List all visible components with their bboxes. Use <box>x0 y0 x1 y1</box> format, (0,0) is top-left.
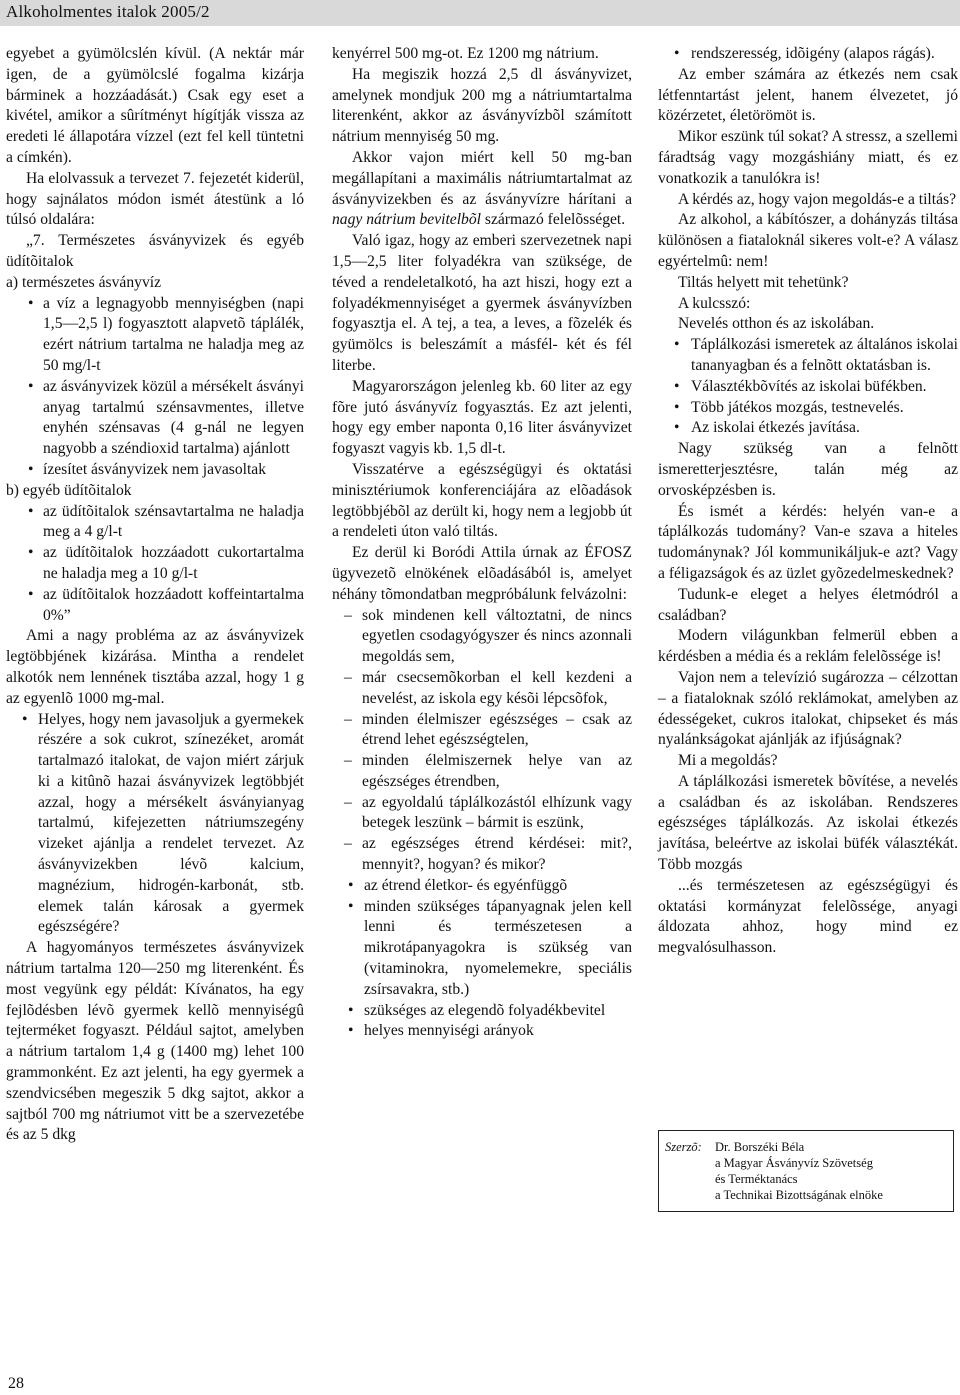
paragraph: És ismét a kérdés: helyén van-e a táplálkozás tudomány? Van-e szava a hiteles tudománynak? Jól kommunikáljuk-e azt? Vagy a féligazságok és az üzlet gyõzedelmeskednek? <box>658 502 958 582</box>
paragraph: Tiltás helyett mit tehetünk? <box>678 273 849 291</box>
list-item: • az üdítõitalok hozzáadott cukortartalma ne haladja meg a 10 g/l-t <box>6 543 304 585</box>
list-item: • helyes mennyiségi arányok <box>332 1021 632 1042</box>
paragraph: Modern világunkban felmerül ebben a kérdésben a média és a reklám felelõssége is! <box>658 627 958 666</box>
list-item: • Több játékos mozgás, testnevelés. <box>658 398 958 419</box>
bullet-list <box>6 710 304 939</box>
author-affiliation: és Terméktanács <box>715 1172 798 1186</box>
paragraph: Akkor vajon miért kell 50 mg-ban megállapítani a maximális nátriumtartalmat az ásványvizekben és az ásványvízre hárítani a nagy nátrium bevitelbõl származó felelõsséget. <box>332 148 632 229</box>
paragraph: Mikor eszünk túl sokat? A stressz, a szellemi fáradtság vagy mozgáshiány miatt, és ez vonatkozik a tanulókra is! <box>658 128 958 187</box>
list-item: • az üdítõitalok hozzáadott koffeintartalma 0%” <box>6 585 304 627</box>
paragraph: Magyarországon jelenleg kb. 60 liter az egy fõre jutó ásványvíz fogyasztás. Ez azt jelenti, hogy egy ember naponta 0,16 liter ásványvizet fogyaszt vagyis kb. 1,5 dl-t. <box>332 377 632 458</box>
paragraph: Mi a megoldás? <box>678 752 778 770</box>
column-3 <box>658 44 958 959</box>
author-details <box>715 1139 883 1203</box>
list-item: – már csecsemõkorban el kell kezdeni a nevelést, az iskola egy késõi lépcsõfok, <box>332 668 632 710</box>
column-1 <box>6 44 304 1146</box>
bullet-list <box>332 876 632 1042</box>
paragraph: Visszatérve a egészségügyi és oktatási minisztériumok konferenciájára az elõadások legtöbbjébõl az derült ki, hogy nem a legjobb út a rendeleti úton való tiltás. <box>332 460 632 541</box>
journal-title: Alkoholmentes italok 2005/2 <box>6 2 210 21</box>
paragraph: Nevelés otthon és az iskolában. <box>678 315 875 333</box>
list-item: • az ásványvizek közül a mérsékelt ásványi anyag tartalmú szénsavmentes, illetve enyhén szénsavas (4 g-nál ne legyen nagyobb a széndioxid tartalma) ajánlott <box>6 377 304 460</box>
list-item: • Az iskolai étkezés javítása. <box>658 418 958 439</box>
paragraph: Ez derül ki Boródi Attila úrnak az ÉFOSZ ügyvezetõ elnökének elõadásából is, amelyet néhány tõmondatban megpróbálunk felvázolni: <box>332 544 632 603</box>
list-item: – az egészséges étrend kérdései: mit?, mennyit?, hogyan? és mikor? <box>332 834 632 876</box>
list-item: • az étrend életkor- és egyénfüggõ <box>332 876 632 897</box>
list-item: – minden élelmiszernek helye van az egészséges étrendben, <box>332 751 632 793</box>
paragraph: Nagy szükség van a felnõtt ismeretterjesztésre, talán még az orvosképzésben is. <box>658 440 958 499</box>
paragraph: Ami a nagy probléma az az ásványvizek legtöbbjének kizárása. Mintha a rendelet alkotók nem lennének tisztába azzal, hogy 1 g az egyenlõ 1000 mg-mal. <box>6 627 304 707</box>
list-item: • szükséges az elegendõ folyadékbevitel <box>332 1001 632 1022</box>
paragraph: Vajon nem a televízió sugározza – célzottan – a fiataloknak szóló reklámokat, amelyben az édességeket, cukros italokat, chipseket és más nyalánkságokat ajánlják az ifjúságnak? <box>658 668 958 749</box>
paragraph: Tudunk-e eleget a helyes életmódról a családban? <box>658 585 958 624</box>
quote-heading: „7. Természetes ásványvizek és egyéb üdítõitalok <box>6 232 304 270</box>
dash-list <box>332 606 632 876</box>
emphasis: nagy nátrium bevitelbõl <box>332 211 481 229</box>
list-item: • Választékbõvítés az iskolai büfékben. <box>658 377 958 398</box>
paragraph: ...és természetesen az egészségügyi és oktatási kormányzat felelõssége, anyagi áldozata ahhoz, hogy mind ez megvalósulhasson. <box>658 876 958 957</box>
paragraph: Ha elolvassuk a tervezet 7. fejezetét kiderül, hogy sajnálatos módon ismét átestünk a ló túlsó oldalára: <box>6 169 304 229</box>
paragraph: Ha megiszik hozzá 2,5 dl ásványvizet, amelynek mondjuk 200 mg a nátriumtartalma literenként, akkor az ásványvízbõl számított nátrium mennyiség 50 mg. <box>332 65 632 146</box>
list-item: • ízesítet ásványvizek nem javasoltak <box>6 460 304 481</box>
list-item: – sok mindenen kell változtatni, de nincs egyetlen csodagyógyszer és nincs azonnali megoldás sem, <box>332 606 632 668</box>
paragraph: kenyérrel 500 mg-ot. Ez 1200 mg nátrium. <box>332 45 599 62</box>
paragraph: A táplálkozási ismeretek bõvítése, a nevelés a családban és az iskolában. Rendszeres egészséges táplálkozás. Az iskolai étkezés javítása, beleértve az iskolai büfék választékát. Több mozgás <box>658 772 958 874</box>
paragraph: egyebet a gyümölcslén kívül. (A nektár már igen, de a gyümölcslé fogalma kizárja bárminek a hozzáadását.) Csak egy eset a kivétel, amikor a sûrítményt hígítják vissza az eredeti lé állapotára vízzel (ezt fel kell tüntetni a címkén). <box>6 45 304 166</box>
bullet-list <box>658 335 958 439</box>
column-2 <box>332 44 632 1042</box>
bullet-list <box>6 294 304 481</box>
bullet-list <box>6 502 304 627</box>
bullet-list <box>658 44 958 65</box>
author-name: Dr. Borszéki Béla <box>715 1140 805 1154</box>
page-header <box>0 0 960 26</box>
list-heading: a) természetes ásványvíz <box>6 273 161 291</box>
paragraph: Való igaz, hogy az emberi szervezetnek napi 1,5—2,5 liter folyadékra van szüksége, de téved a rendeletalkotó, ha azt hiszi, hogy ezt a folyadékmennyiséget a gyermek ásványvízben fogyasztja el. A tej, a tea, a leves, a fõzelék és gyümölcs is beleszámít a másfél- két és fél literbe. <box>332 232 632 374</box>
list-heading: b) egyéb üdítõitalok <box>6 481 132 499</box>
paragraph: Az ember számára az étkezés nem csak létfenntartást jelent, hanem élvezetet, jó közérzetet, életörömöt is. <box>658 65 958 125</box>
list-item: – minden élelmiszer egészséges – csak az étrend lehet egészségtelen, <box>332 710 632 752</box>
author-affiliation: a Technikai Bizottságának elnöke <box>715 1188 883 1202</box>
paragraph: Az alkohol, a kábítószer, a dohányzás tiltása különösen a fiataloknál sikeres volt-e? A válasz egyértelmû: nem! <box>658 211 958 270</box>
author-label: Szerzõ: <box>665 1140 702 1154</box>
list-item: • Táplálkozási ismeretek az általános iskolai tananyagban és a felnõtt oktatásban is. <box>658 335 958 377</box>
author-box <box>658 1130 954 1212</box>
page-number: 28 <box>8 1375 24 1392</box>
list-item: • az üdítõitalok szénsavtartalma ne haladja meg a 4 g/l-t <box>6 502 304 544</box>
paragraph: A hagyományos természetes ásványvizek nátrium tartalma 120—250 mg literenként. És most vegyünk egy példát: Kívánatos, ha egy fejlõdésben lévõ gyermek kellõ mennyiségû tejterméket fogyaszt. Például sajtot, amelyben a nátrium tartalom 1,4 g (1400 mg) lehet 100 grammonként. Ez azt jelenti, ha egy gyermek a szendvicsében megeszik 5 dkg sajtot, akkor a sajtból 700 mg nátriumot vitt be a szervezetébe és az 5 dkg <box>6 939 304 1144</box>
list-item: • a víz a legnagyobb mennyiségben (napi 1,5—2,5 l) fogyasztott alapvetõ táplálék, ezért nátrium tartalma ne haladja meg az 50 mg/l-t <box>6 294 304 377</box>
paragraph: A kulcsszó: <box>678 294 751 312</box>
list-item: – az egyoldalú táplálkozástól elhízunk vagy betegek leszünk – bármit is eszünk, <box>332 793 632 835</box>
paragraph: A kérdés az, hogy vajon megoldás-e a tiltás? <box>678 190 956 208</box>
list-item: • minden szükséges tápanyagnak jelen kell lenni és természetesen a mikrotápanyagokra is szükség van (vitaminokra, nyomelemekre, speciális zsírsavakra, stb.) <box>332 897 632 1001</box>
list-item: • Helyes, hogy nem javasoljuk a gyermekek részére a sok cukrot, színezéket, aromát tartalmazó italokat, de vajon miért zárjuk ki a kitûnõ hazai ásványvizek legtöbbjét azzal, hogy a mérsékelt ásványianyag tartalmú, kifejezetten nátriumszegény vizeket ajánlja a rendelet tervezet. Az ásványvizekben lévõ kalcium, magnézium, hidrogén-karbonát, stb. elemek talán károsak a gyermek egészségére? <box>6 710 304 939</box>
list-item: • rendszeresség, idõigény (alapos rágás). <box>658 44 958 65</box>
author-affiliation: a Magyar Ásványvíz Szövetség <box>715 1156 873 1170</box>
